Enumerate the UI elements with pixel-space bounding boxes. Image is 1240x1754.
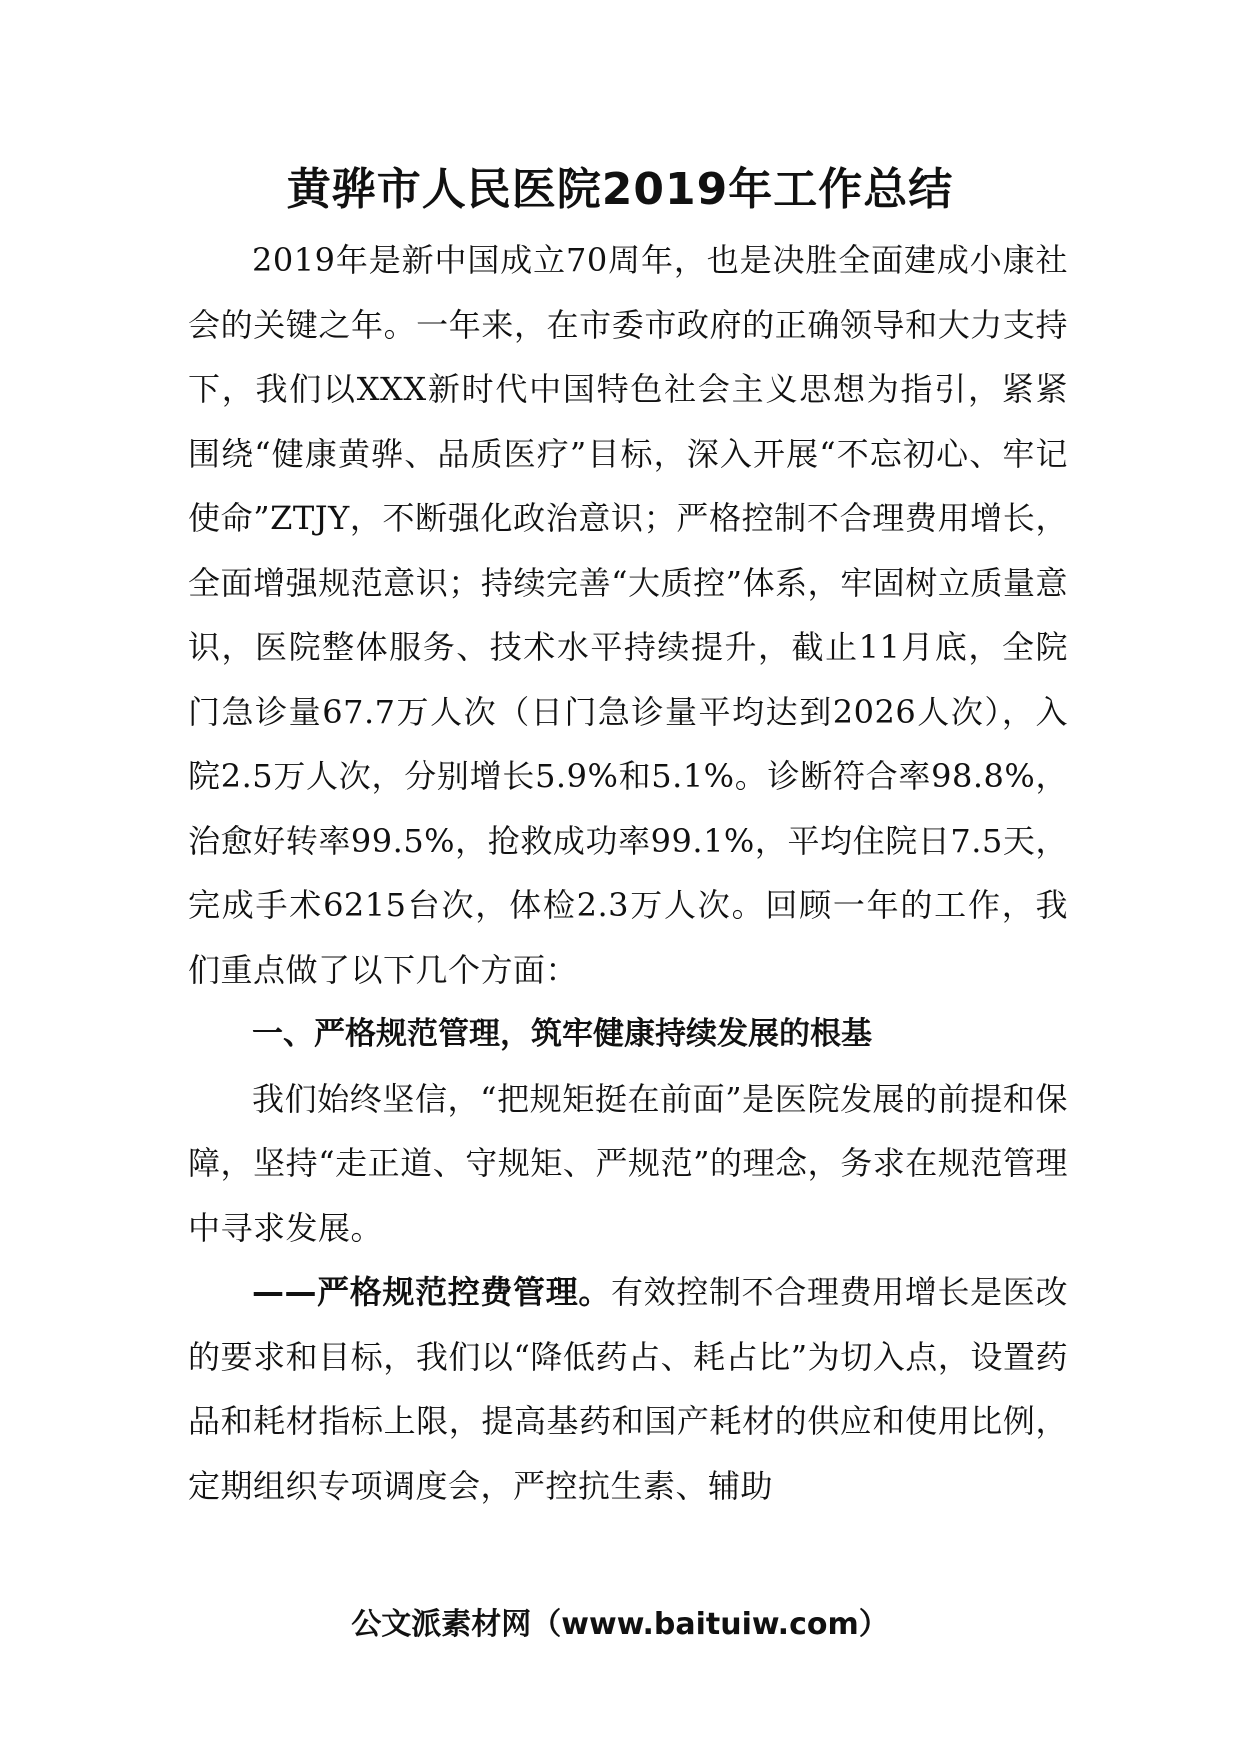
document-title: 黄骅市人民医院2019年工作总结 bbox=[286, 164, 954, 215]
subsection-text: 有效控制不合理费用增长是医改的要求和目标，我们以“降低药占、耗占比”为切入点，设置药品和耗材指标上限，提高基药和国产耗材的供应和使用比例，定期组织专项调度会，严控抗生素、辅助 bbox=[188, 1273, 1068, 1505]
subsection-lead: ——严格规范控费管理。 bbox=[252, 1273, 612, 1311]
document-body bbox=[188, 228, 1068, 1518]
section-paragraph: 我们始终坚信，“把规矩挺在前面”是医院发展的前提和保障，坚持“走正道、守规矩、严规范”的理念，务求在规范管理中寻求发展。 bbox=[188, 1079, 1068, 1247]
section-heading: 一、严格规范管理，筑牢健康持续发展的根基 bbox=[252, 1016, 872, 1052]
intro-paragraph: 2019年是新中国成立70周年，也是决胜全面建成小康社会的关键之年。一年来，在市委市政府的正确领导和大力支持下，我们以XXX新时代中国特色社会主义思想为指引，紧紧围绕“健康黄骅、品质医疗”目标，深入开展“不忘初心、牢记使命”ZTJY，不断强化政治意识；严格控制不合理费用增长，全面增强规范意识；持续完善“大质控”体系，牢固树立质量意识，医院整体服务、技术水平持续提升，截止11月底，全院门急诊量67.7万人次（日门急诊量平均达到2026人次），入院2.5万人次，分别增长5.9%和5.1%。诊断符合率98.8%，治愈好转率99.5%，抢救成功率99.1%，平均住院日7.5天，完成手术6215台次，体检2.3万人次。回顾一年的工作，我们重点做了以下几个方面： bbox=[188, 241, 1068, 989]
subsection-paragraph bbox=[188, 1260, 1068, 1518]
footer-source: 公文派素材网（www.baituiw.com） bbox=[351, 1607, 889, 1642]
